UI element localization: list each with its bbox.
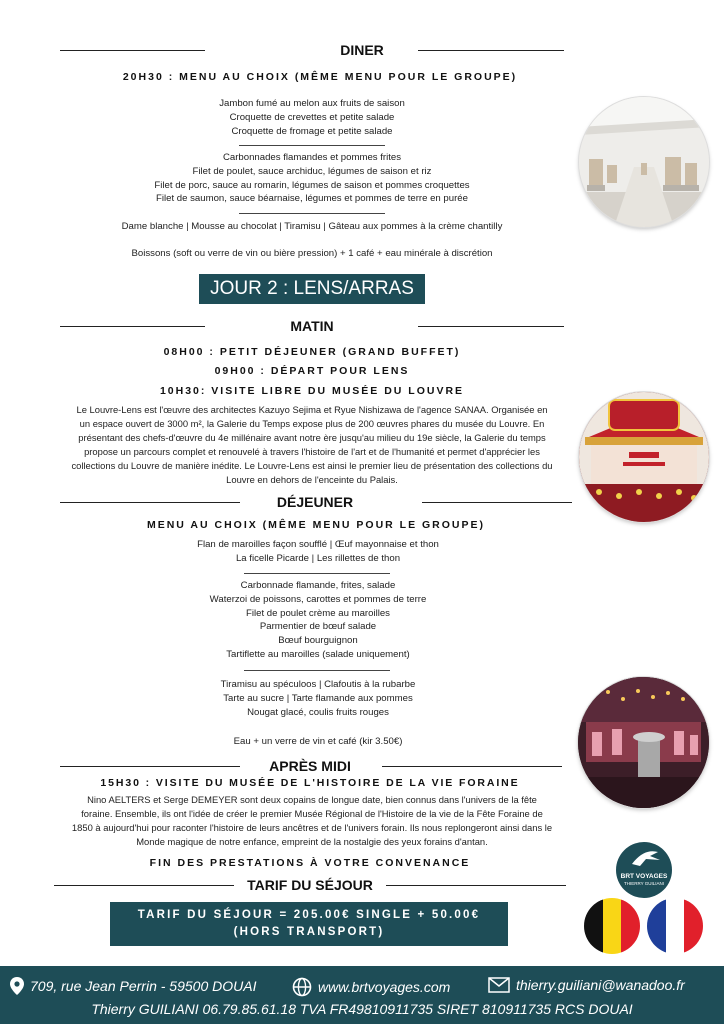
- envelope-icon: [488, 977, 510, 993]
- matin-heading-row: [0, 316, 724, 336]
- diner-menu-title: 20H30 : MENU AU CHOIX (MÊME MENU POUR LE GROUPE): [122, 71, 518, 83]
- brt-voyages-logo: [616, 842, 672, 898]
- museum-gallery-photo: [579, 97, 709, 227]
- dejeuner-desserts: [0, 678, 636, 719]
- menu-line: Filet de poulet, sauce archiduc, légumes de saison et riz: [192, 165, 432, 177]
- contact-footer: [0, 966, 724, 1024]
- menu-line: Parmentier de bœuf salade: [259, 621, 377, 633]
- flag-stripe: [647, 898, 666, 954]
- menu-divider: [244, 670, 390, 671]
- menu-line: Carbonnade flamande, frites, salade: [240, 580, 396, 591]
- diner-boissons: [0, 247, 624, 261]
- paragraph-line: 1850 à aujourd'hui pour raconter l'histoire de leurs ancêtres et de l'univers forain. Ils nous replongeront ainsi dans le: [71, 822, 553, 833]
- price-note: (HORS TRANSPORT): [233, 926, 385, 938]
- contact-row: [0, 977, 724, 997]
- paragraph-line: collections du Louvre de manière inédite. Le Louvre-Lens est ainsi le premier lieu de présentation des collections du: [71, 460, 553, 471]
- divider-line: [422, 502, 572, 503]
- day-2-banner: JOUR 2 : LENS/ARRAS: [199, 274, 425, 304]
- paragraph-line: un espace ouvert de 3000 m², la Galerie du Temps expose plus de 200 œuvres phares du musée du Louvre. En: [79, 418, 545, 429]
- menu-line: Tiramisu au spéculoos | Clafoutis à la rubarbe: [220, 679, 416, 690]
- paragraph-line: Nino AELTERS et Serge DEMEYER sont deux copains de longue date, bien connus dans l'univers de la fête: [87, 794, 537, 805]
- menu-divider: [239, 145, 385, 146]
- closing-note: FIN DES PRESTATIONS À VOTRE CONVENANCE: [149, 857, 471, 869]
- menu-line: Filet de poulet crème au maroilles: [246, 607, 390, 619]
- menu-line: Croquette de fromage et petite salade: [231, 125, 393, 137]
- matin-item-departure: 09H00 : DÉPART POUR LENS: [214, 365, 410, 377]
- menu-line: Filet de saumon, sauce béarnaise, légumes et pommes de terre en purée: [156, 193, 468, 205]
- dejeuner-heading: DÉJEUNER: [276, 494, 354, 510]
- logo-owner: THIERRY GUILIANI: [623, 881, 665, 886]
- globe-icon: [292, 977, 312, 997]
- carousel-photo: [578, 677, 709, 808]
- matin-item-breakfast: 08H00 : PETIT DÉJEUNER (GRAND BUFFET): [163, 346, 461, 358]
- email-item[interactable]: [488, 977, 685, 993]
- diner-heading: DINER: [340, 42, 384, 58]
- menu-line: Flan de maroilles façon soufflé | Œuf mayonnaise et thon: [197, 539, 439, 550]
- menu-line: Nougat glacé, coulis fruits rouges: [247, 706, 389, 718]
- dejeuner-menu-title: MENU AU CHOIX (MÊME MENU POUR LE GROUPE): [146, 519, 486, 531]
- flag-stripe: [603, 898, 622, 954]
- menu-line: Bœuf bourguignon: [278, 635, 358, 647]
- menu-line: Carbonnades flamandes et pommes frites: [222, 152, 402, 163]
- plane-icon: [616, 842, 672, 872]
- menu-divider: [239, 213, 385, 214]
- diner-entrees: [0, 97, 624, 138]
- paragraph-line: foraine. Ensemble, ils ont l'idée de créer le premier Musée Régional de l'Histoire de la vie de la Fête Foraine de: [81, 808, 543, 819]
- menu-line: Eau + un verre de vin et café (kir 3.50€): [233, 736, 403, 747]
- divider-line: [386, 885, 566, 886]
- email-link[interactable]: thierry.guiliani@wanadoo.fr: [516, 977, 685, 993]
- paragraph-line: Le Louvre-Lens est l'œuvre des architectes Kazuyo Sejima et Ryue Nishizawa de l'agence SANAA. Organisée en: [76, 404, 548, 415]
- belgium-flag: [584, 898, 640, 954]
- flag-stripe: [621, 898, 640, 954]
- divider-line: [382, 766, 562, 767]
- location-pin-icon: [10, 977, 24, 995]
- dejeuner-entrees: [0, 538, 636, 566]
- flag-stripe: [584, 898, 603, 954]
- menu-line: Boissons (soft ou verre de vin ou bière pression) + 1 café + eau minérale à discrétion: [131, 248, 493, 259]
- flag-stripe: [666, 898, 685, 954]
- website-item[interactable]: [292, 977, 450, 997]
- paragraph-line: Monde magique de notre enfance, empreint de la nostalgie des yeux forains d'antan.: [136, 836, 488, 847]
- address-item: [10, 977, 256, 995]
- website-link[interactable]: www.brtvoyages.com: [318, 979, 451, 995]
- menu-line: Tartiflette au maroilles (salade uniquement): [226, 648, 410, 660]
- dejeuner-plats: [0, 579, 636, 662]
- apres-midi-heading: APRÈS MIDI: [269, 758, 351, 774]
- tarif-heading: TARIF DU SÉJOUR: [247, 877, 373, 893]
- fete-foraine-description: [30, 793, 594, 849]
- menu-line: Waterzoi de poissons, carottes et pommes de terre: [209, 593, 427, 605]
- divider-line: [418, 50, 564, 51]
- afternoon-visit-title: 15H30 : VISITE DU MUSÉE DE L'HISTOIRE DE LA VIE FORAINE: [100, 777, 520, 789]
- menu-line: Croquette de crevettes et petite salade: [229, 111, 395, 123]
- paragraph-line: Louvre en dehors de l'enceinte du Palais.: [226, 474, 398, 485]
- diner-desserts: [0, 220, 624, 234]
- matin-heading: MATIN: [290, 318, 334, 334]
- price-line: TARIF DU SÉJOUR = 205.00€ SINGLE + 50.00€: [137, 909, 481, 921]
- diner-plats: [0, 151, 624, 206]
- dejeuner-boissons: [0, 735, 636, 749]
- france-flag: [647, 898, 703, 954]
- menu-line: La ficelle Picarde | Les rillettes de thon: [235, 552, 401, 564]
- paragraph-line: présentant des chefs-d'œuvre du 4e millénaire avant notre ère jusqu'au milieu du 19e siècle, la Galerie du temps: [78, 432, 546, 443]
- address-text: 709, rue Jean Perrin - 59500 DOUAI: [30, 978, 257, 994]
- louvre-lens-description: [30, 403, 594, 487]
- legal-line: Thierry GUILIANI 06.79.85.61.18 TVA FR49810911735 SIRET 810911735 RCS DOUAI: [91, 1001, 633, 1017]
- matin-item-visit: 10H30: VISITE LIBRE DU MUSÉE DU LOUVRE: [159, 385, 465, 397]
- menu-line: Tarte au sucre | Tarte flamande aux pommes: [223, 692, 413, 704]
- menu-line: Dame blanche | Mousse au chocolat | Tiramisu | Gâteau aux pommes à la crème chantilly: [121, 221, 503, 232]
- menu-divider: [244, 573, 390, 574]
- menu-line: Filet de porc, sauce au romarin, légumes de saison et pommes croquettes: [154, 179, 470, 191]
- logo-brand: BRT VOYAGES: [620, 873, 668, 880]
- flag-stripe: [684, 898, 703, 954]
- fairground-stall-photo: [579, 392, 709, 522]
- divider-line: [418, 326, 564, 327]
- paragraph-line: propose un parcours complet et renouvelé à travers l'histoire de l'art et de l'humanité et permet d'apprécier les: [84, 446, 540, 457]
- diner-heading-row: [0, 40, 724, 60]
- menu-line: Jambon fumé au melon aux fruits de saison: [219, 98, 405, 109]
- price-box: [110, 902, 508, 946]
